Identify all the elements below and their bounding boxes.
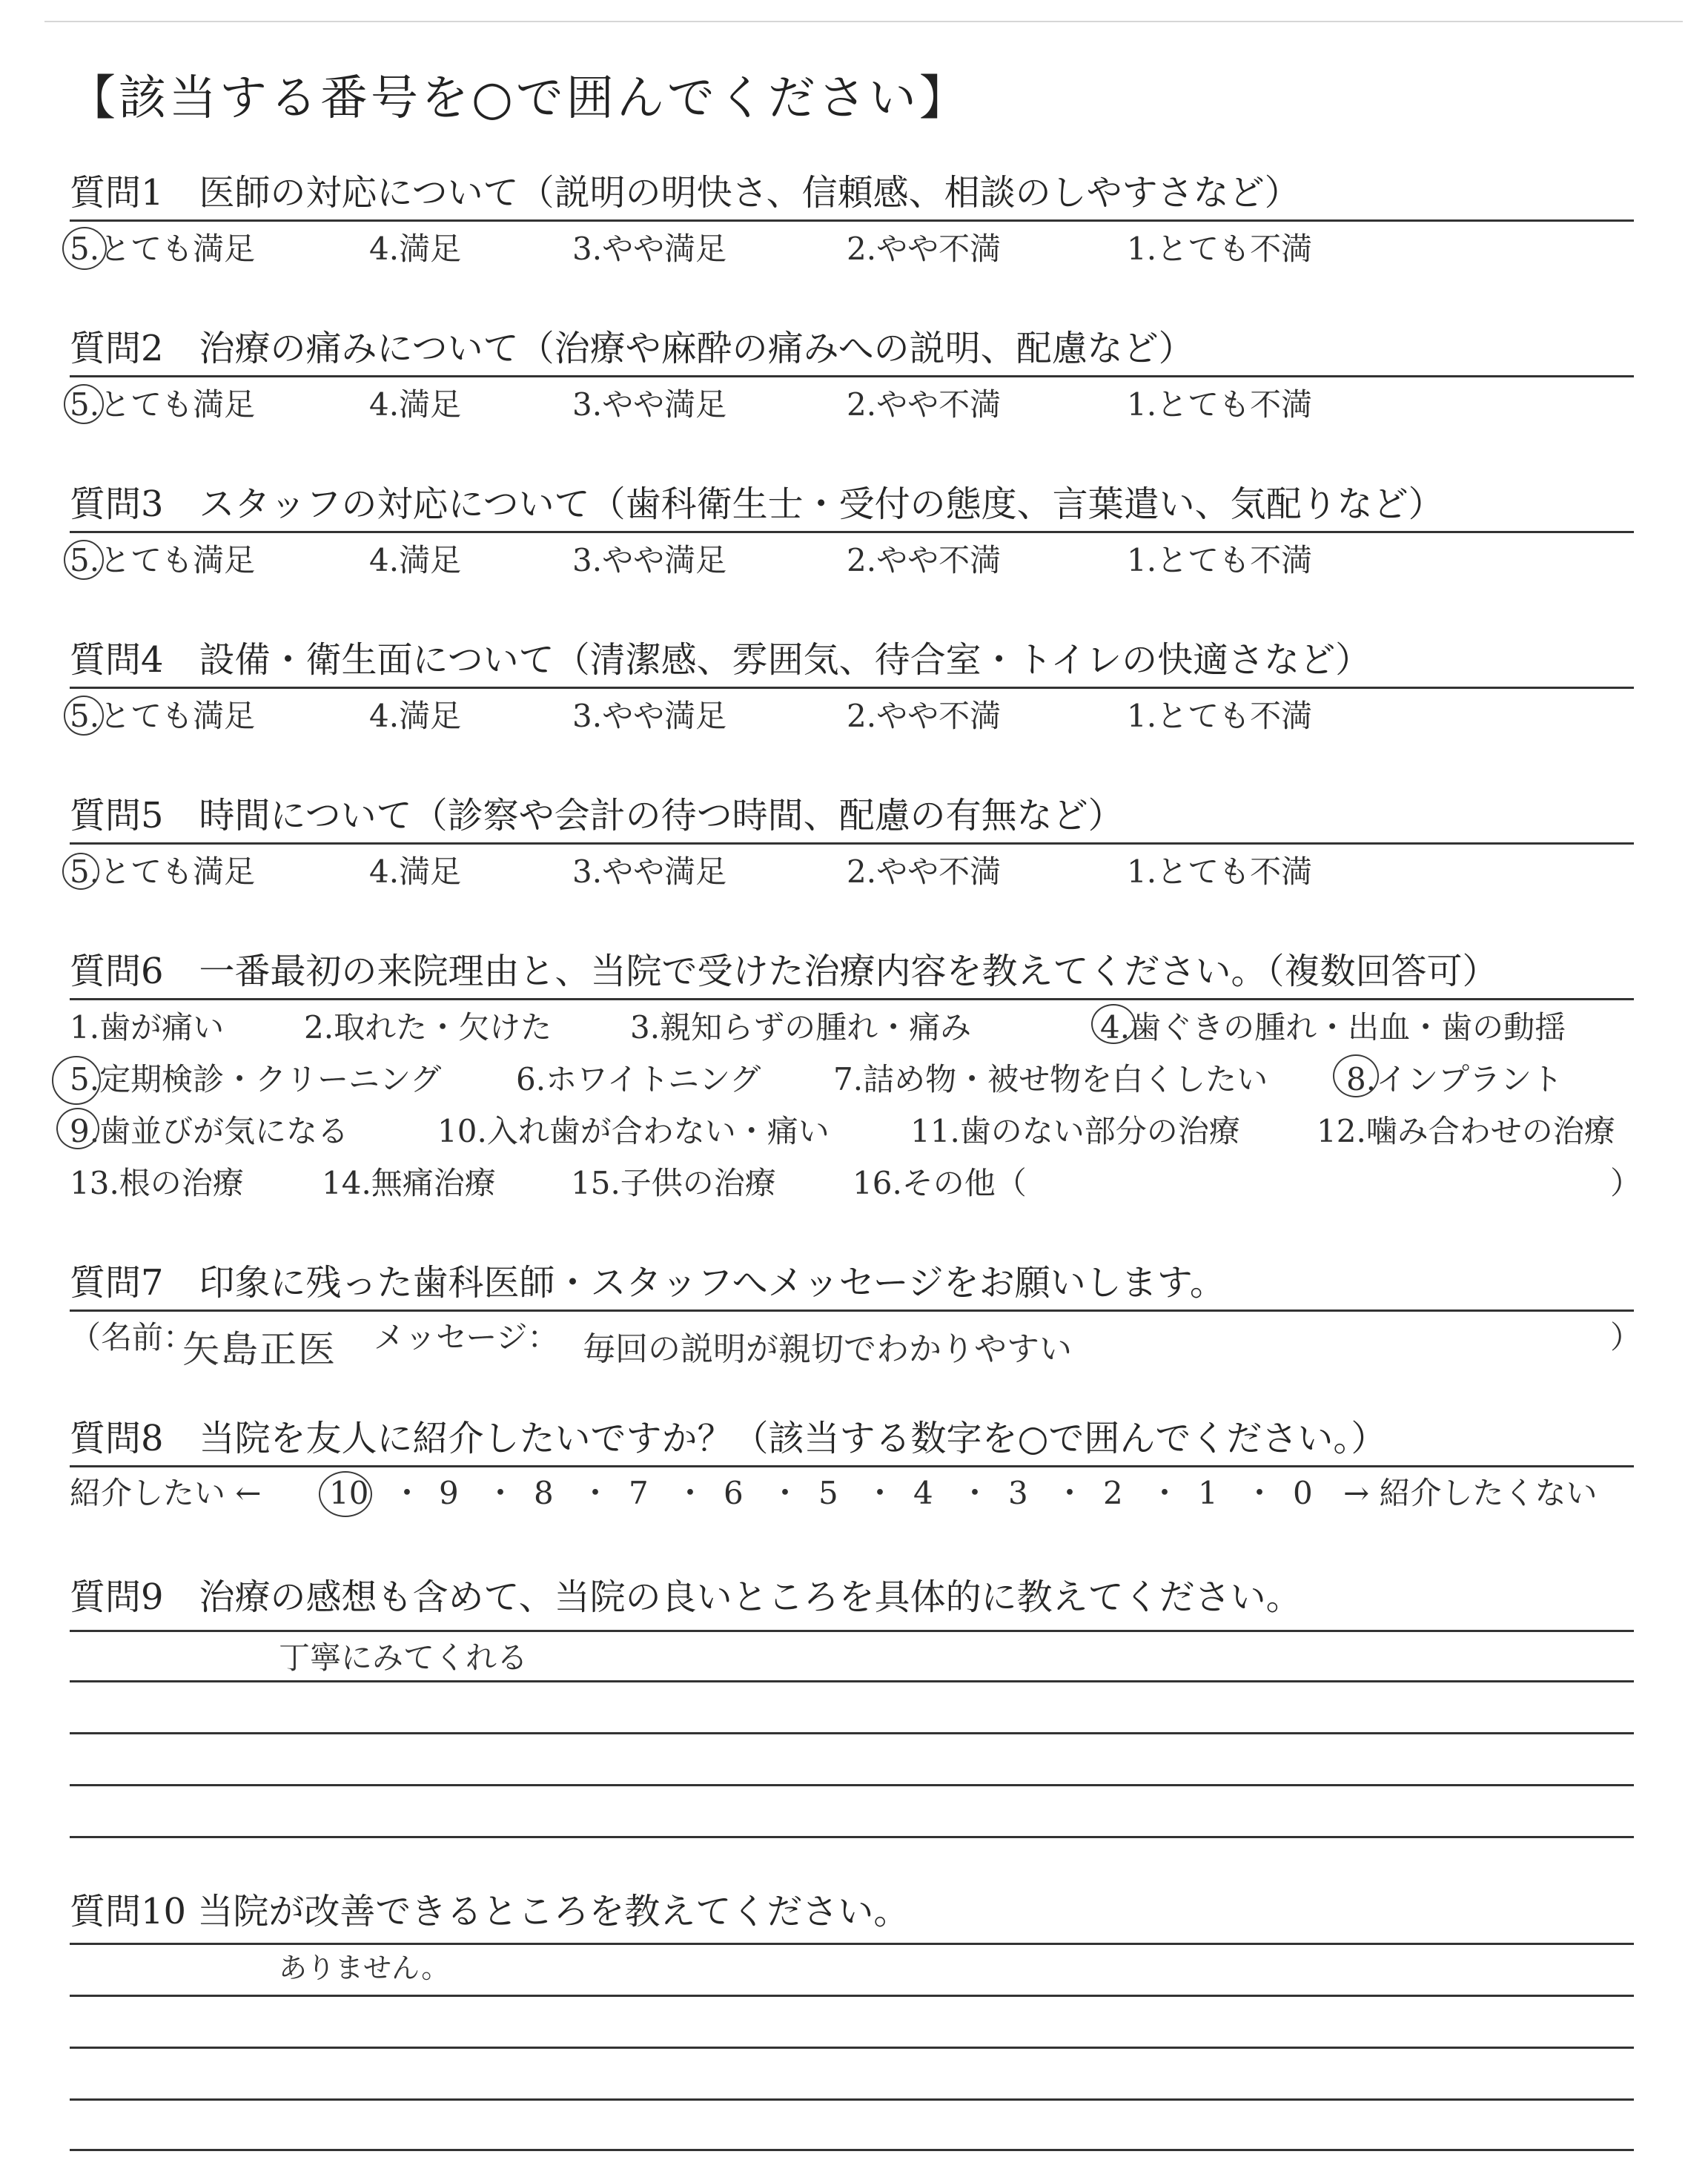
- q3-selection-circle: [64, 540, 104, 580]
- q4-option-5[interactable]: 5.とても満足: [70, 698, 256, 734]
- q6-option-14[interactable]: 14.無痛治療: [322, 1165, 496, 1201]
- q2-option-4[interactable]: 4.満足: [369, 386, 462, 423]
- q4-option-2[interactable]: 2.やや不満: [847, 698, 1002, 734]
- question-2-title: 質問2 治療の痛みについて（治療や麻酔の痛みへの説明、配慮など）: [70, 328, 1194, 369]
- question-8-title: 質問8 当院を友人に紹介したいですか？（該当する数字を○で囲んでください。）: [70, 1418, 1387, 1459]
- q8-scale-9[interactable]: 9: [439, 1475, 459, 1511]
- q3-option-1[interactable]: 1.とても不満: [1127, 542, 1313, 578]
- q9-answer-line-4: [70, 1784, 1634, 1786]
- question-7: [70, 1258, 1634, 1312]
- q8-separator: ・: [864, 1475, 896, 1511]
- q1-option-2[interactable]: 2.やや不満: [847, 231, 1002, 267]
- q6-option-4[interactable]: 4.歯ぐきの腫れ・出血・歯の動揺: [1100, 1009, 1566, 1046]
- q6-other-close-paren: ）: [1610, 1165, 1642, 1201]
- q4-option-1[interactable]: 1.とても不満: [1127, 698, 1313, 734]
- question-4: [70, 635, 1634, 689]
- q2-option-2[interactable]: 2.やや不満: [847, 386, 1002, 423]
- q8-selection-circle: [319, 1471, 372, 1517]
- q6-option-3[interactable]: 3.親知らずの腫れ・痛み: [630, 1009, 972, 1046]
- question-9: [70, 1572, 1634, 1624]
- q6-option-10[interactable]: 10.入れ歯が合わない・痛い: [437, 1113, 830, 1149]
- q8-separator: ・: [580, 1475, 612, 1511]
- q2-selection-circle: [64, 384, 104, 424]
- q8-scale-6[interactable]: 6: [724, 1475, 744, 1511]
- q6-option-8[interactable]: 8.インプラント: [1346, 1061, 1563, 1097]
- q6-option-11[interactable]: 11.歯のない部分の治療: [910, 1113, 1240, 1149]
- q6-option-5-circle: [52, 1056, 101, 1105]
- question-2: [70, 323, 1634, 377]
- question-10: [70, 1886, 1634, 1938]
- q1-option-3[interactable]: 3.やや満足: [572, 231, 727, 267]
- q10-answer-line-2: [70, 1995, 1634, 1997]
- q8-separator: ・: [1054, 1475, 1086, 1511]
- q10-answer-line-1: [70, 1943, 1634, 1945]
- q4-selection-circle: [64, 696, 104, 736]
- q8-separator: ・: [769, 1475, 801, 1511]
- top-border-line: [44, 21, 1683, 22]
- q8-separator: ・: [391, 1475, 423, 1511]
- q5-option-1[interactable]: 1.とても不満: [1127, 853, 1313, 890]
- question-5-title: 質問5 時間について（診察や会計の待つ時間、配慮の有無など）: [70, 795, 1124, 836]
- q8-scale-5[interactable]: 5: [818, 1475, 838, 1511]
- question-6: [70, 946, 1634, 1000]
- q9-answer-line-2: [70, 1680, 1634, 1682]
- q9-answer-line-1: [70, 1630, 1634, 1632]
- q6-option-8-circle: [1333, 1054, 1379, 1097]
- q7-message-handwritten: 毎回の説明が親切でわかりやすい: [583, 1330, 1072, 1368]
- q5-option-2[interactable]: 2.やや不満: [847, 853, 1002, 890]
- q7-message-label: メッセージ：: [374, 1319, 559, 1355]
- q6-option-12[interactable]: 12.噛み合わせの治療: [1317, 1113, 1615, 1149]
- q2-option-3[interactable]: 3.やや満足: [572, 386, 727, 423]
- q8-left-label: 紹介したい ←: [70, 1475, 262, 1511]
- question-1: [70, 168, 1634, 222]
- q1-option-4[interactable]: 4.満足: [369, 231, 462, 267]
- q6-option-6[interactable]: 6.ホワイトニング: [516, 1061, 761, 1097]
- q2-option-1[interactable]: 1.とても不満: [1127, 386, 1313, 423]
- q1-option-5[interactable]: 5.とても満足: [70, 231, 256, 267]
- q7-name-handwritten: 矢島正医: [182, 1328, 337, 1371]
- q6-option-7[interactable]: 7.詰め物・被せ物を白くしたい: [833, 1061, 1268, 1097]
- q6-option-15[interactable]: 15.子供の治療: [571, 1165, 776, 1201]
- q8-separator: ・: [1244, 1475, 1276, 1511]
- q8-scale-4[interactable]: 4: [913, 1475, 933, 1511]
- question-6-title: 質問6 一番最初の来院理由と、当院で受けた治療内容を教えてください。（複数回答可）: [70, 951, 1498, 992]
- q8-scale-0[interactable]: 0: [1293, 1475, 1313, 1511]
- q9-answer-handwritten: 丁寧にみてくれる: [279, 1639, 529, 1676]
- q8-separator: ・: [675, 1475, 706, 1511]
- question-10-title: 質問10 当院が改善できるところを教えてください。: [70, 1891, 910, 1932]
- q5-option-3[interactable]: 3.やや満足: [572, 853, 727, 890]
- q6-option-16[interactable]: 16.その他（: [853, 1165, 1027, 1201]
- q3-option-2[interactable]: 2.やや不満: [847, 542, 1002, 578]
- q8-scale-8[interactable]: 8: [534, 1475, 554, 1511]
- q8-scale-7[interactable]: 7: [629, 1475, 649, 1511]
- q5-selection-circle: [62, 853, 99, 890]
- q8-separator: ・: [485, 1475, 517, 1511]
- q10-answer-handwritten: ありません。: [279, 1952, 450, 1984]
- q3-option-3[interactable]: 3.やや満足: [572, 542, 727, 578]
- q8-separator: ・: [1149, 1475, 1181, 1511]
- q9-answer-line-3: [70, 1732, 1634, 1734]
- q3-option-4[interactable]: 4.満足: [369, 542, 462, 578]
- q8-scale-10[interactable]: 10: [329, 1475, 369, 1511]
- q6-option-4-circle: [1091, 1004, 1136, 1044]
- q7-name-label: （名前：: [70, 1319, 195, 1355]
- question-5: [70, 790, 1634, 845]
- q2-option-5[interactable]: 5.とても満足: [70, 386, 256, 423]
- q6-option-9-circle: [56, 1108, 99, 1149]
- q6-option-5[interactable]: 5.定期検診・クリーニング: [70, 1061, 442, 1097]
- q6-option-2[interactable]: 2.取れた・欠けた: [304, 1009, 552, 1046]
- q5-option-5[interactable]: 5.とても満足: [70, 853, 256, 890]
- question-8: [70, 1413, 1634, 1467]
- q3-option-5[interactable]: 5.とても満足: [70, 542, 256, 578]
- q8-separator: ・: [959, 1475, 991, 1511]
- question-9-title: 質問9 治療の感想も含めて、当院の良いところを具体的に教えてください。: [70, 1576, 1302, 1618]
- q8-scale-2[interactable]: 2: [1103, 1475, 1123, 1511]
- q6-option-1[interactable]: 1.歯が痛い: [70, 1009, 225, 1046]
- q6-option-13[interactable]: 13.根の治療: [70, 1165, 244, 1201]
- question-4-title: 質問4 設備・衛生面について（清潔感、雰囲気、待合室・トイレの快適さなど）: [70, 639, 1371, 681]
- question-7-title: 質問7 印象に残った歯科医師・スタッフへメッセージをお願いします。: [70, 1262, 1225, 1304]
- q1-selection-circle: [62, 227, 107, 270]
- q10-answer-line-5: [70, 2149, 1634, 2151]
- q8-scale-1[interactable]: 1: [1198, 1475, 1218, 1511]
- q10-answer-line-3: [70, 2047, 1634, 2049]
- q10-answer-line-4: [70, 2098, 1634, 2101]
- q4-option-4[interactable]: 4.満足: [369, 698, 462, 734]
- q9-answer-line-5: [70, 1836, 1634, 1838]
- q1-option-1[interactable]: 1.とても不満: [1127, 231, 1313, 267]
- question-1-title: 質問1 医師の対応について（説明の明快さ、信頼感、相談のしやすさなど）: [70, 172, 1300, 214]
- instructions-heading: 【該当する番号を○で囲んでください】: [68, 71, 970, 126]
- q4-option-3[interactable]: 3.やや満足: [572, 698, 727, 734]
- q6-option-9[interactable]: 9.歯並びが気になる: [70, 1113, 349, 1149]
- q8-right-label: → 紹介したくない: [1343, 1475, 1598, 1511]
- question-3-title: 質問3 スタッフの対応について（歯科衛生士・受付の態度、言葉遣い、気配りなど）: [70, 483, 1444, 525]
- q5-option-4[interactable]: 4.満足: [369, 853, 462, 890]
- q7-close-paren: ）: [1610, 1319, 1642, 1355]
- question-3: [70, 479, 1634, 533]
- q8-scale-3[interactable]: 3: [1008, 1475, 1028, 1511]
